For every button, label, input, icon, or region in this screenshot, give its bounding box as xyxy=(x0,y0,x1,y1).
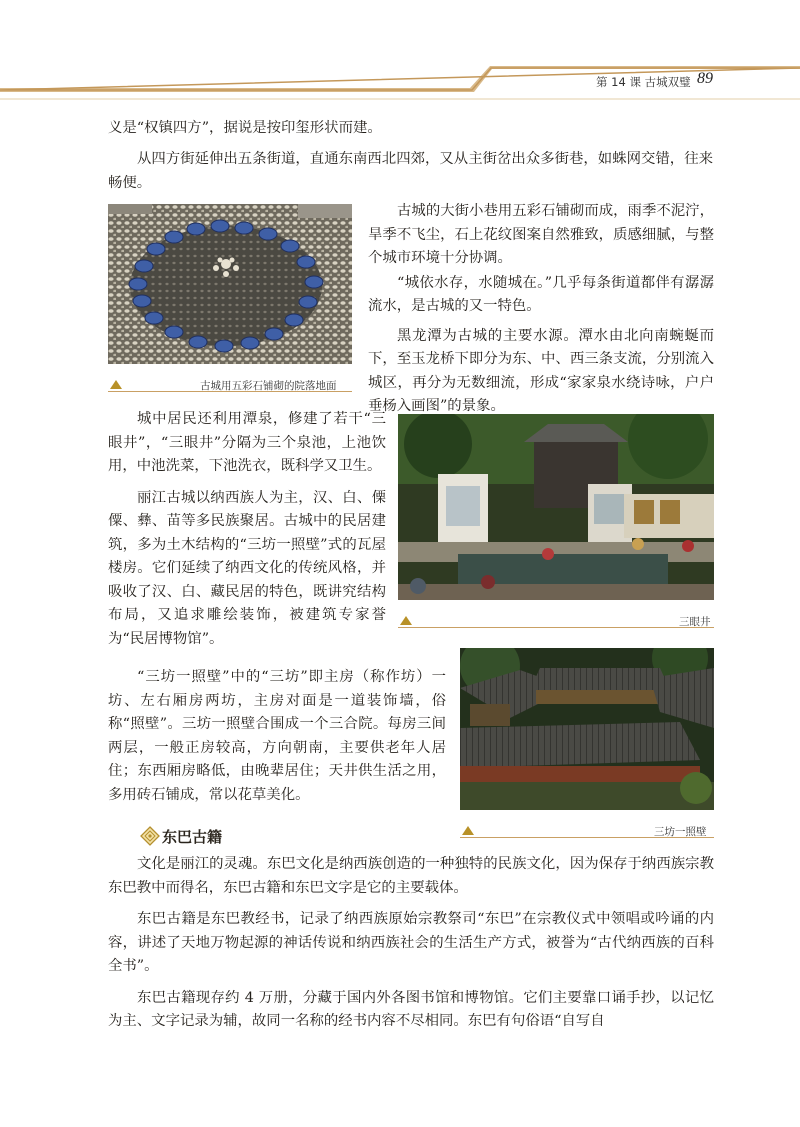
caption-triangle-icon xyxy=(462,826,474,835)
section-title: 东巴古籍 xyxy=(162,828,223,846)
three-eye-well-caption-bar xyxy=(398,613,714,628)
paragraph-7: 丽江古城以纳西族人为主，汉、白、傈僳、彝、苗等多民族聚居。古城中的民居建筑，多为土木结构的“三坊一照壁”式的瓦屋楼房。它们延续了纳西文化的传统风格，并吸收了汉、白、藏民居的特色，既讲究结构布局，又追求雕绘装饰，被建筑专家誉为“民居博物馆”。 xyxy=(108,489,386,647)
paragraph-1: 义是“权镇四方”，据说是按印玺形状而建。 xyxy=(108,120,382,136)
three-eye-well-photo xyxy=(398,414,714,600)
caption-triangle-icon xyxy=(110,380,122,389)
ornament-diamond-icon xyxy=(140,826,160,846)
paragraph-11: 东巴古籍现存约 4 万册，分藏于国内外各图书馆和博物馆。它们主要靠口诵手抄，以记忆为主、文字记录为辅，故同一名称的经书内容不尽相同。东巴有句俗语“自写自 xyxy=(108,989,714,1029)
paragraph-5: 黑龙潭为古城的主要水源。潭水由北向南蜿蜒而下，至玉龙桥下即分为东、中、西三条支流，分别流入城区，再分为无数细流，形成“家家泉水绕诗咏，户户垂杨入画图”的景象。 xyxy=(368,327,714,414)
paragraph-10: 东巴古籍是东巴教经书，记录了纳西族原始宗教祭司“东巴”在宗教仪式中领唱或吟诵的内容，讲述了天地万物起源的神话传说和纳西族社会的生活生产方式，被誉为“古代纳西族的百科全书”。 xyxy=(108,911,714,974)
page-number: 89 xyxy=(697,70,713,87)
lesson-title: 第 14 课 古城双璧 xyxy=(596,75,691,89)
three-wing-wall-caption: 三坊一照壁 xyxy=(654,826,707,838)
courtyard-floor-caption: 古城用五彩石铺砌的院落地面 xyxy=(200,380,337,392)
paragraph-3: 古城的大街小巷用五彩石铺砌而成，雨季不泥泞，旱季不飞尘，石上花纹图案自然雅致，质感细腻，与整个城市环境十分协调。 xyxy=(368,203,714,266)
three-eye-well-caption: 三眼井 xyxy=(679,616,711,628)
three-wing-wall-photo xyxy=(460,648,714,810)
paragraph-8: “三坊一照壁”中的“三坊”即主房（称作坊）一坊、左右厢房两坊，主房对面是一道装饰墙，俗称“照壁”。三坊一照壁合围成一个三合院。每房三间两层，一般正房较高，方向朝南，主要供老年人居住；东西厢房略低，由晚辈居住；天井供生活之用，多用砖石铺成，常以花草美化。 xyxy=(108,669,446,803)
paragraph-2: 从四方街延伸出五条街道，直通东南西北四郊，又从主街岔出众多街巷，如蛛网交错，往来畅便。 xyxy=(108,151,713,191)
courtyard-floor-photo xyxy=(108,204,352,364)
paragraph-6: 城中居民还利用潭泉，修建了若干“三眼井”，“三眼井”分隔为三个泉池，上池饮用，中池洗菜，下池洗衣，既科学又卫生。 xyxy=(108,411,386,474)
paragraph-9: 文化是丽江的灵魂。东巴文化是纳西族创造的一种独特的民族文化，因为保存于纳西族宗教东巴教中而得名，东巴古籍和东巴文字是它的主要载体。 xyxy=(108,856,714,896)
paragraph-4: “城依水存，水随城在。”几乎每条街道都伴有潺潺流水，是古城的又一特色。 xyxy=(368,274,714,314)
caption-triangle-icon xyxy=(400,616,412,625)
